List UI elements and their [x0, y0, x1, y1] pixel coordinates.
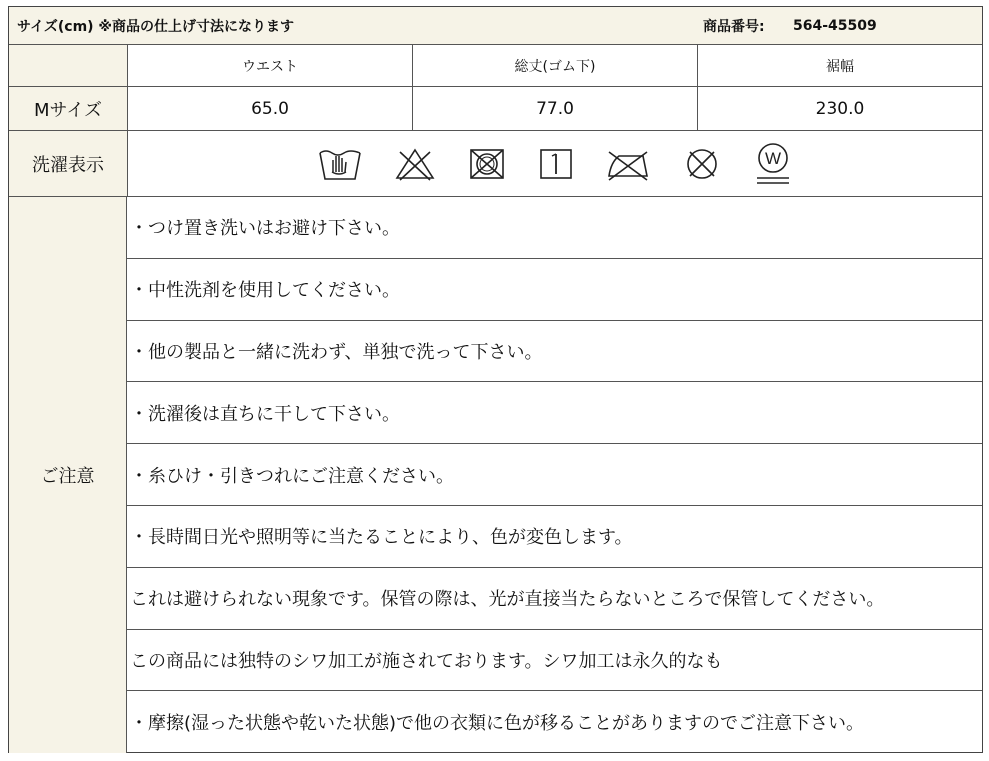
length-value: 77.0	[412, 87, 697, 130]
note-item: ・つけ置き洗いはお避け下さい。	[127, 197, 982, 259]
wet-clean-icon	[753, 141, 793, 187]
hand-wash-icon	[317, 145, 363, 183]
col-header-length: 総丈(ゴム下)	[412, 45, 697, 86]
notes-list	[127, 197, 982, 753]
note-item: この商品には独特のシワ加工が施されております。シワ加工は永久的なも	[127, 630, 982, 692]
notes-label: ご注意	[9, 197, 127, 753]
hang-dry-icon	[538, 146, 574, 182]
waist-value: 65.0	[127, 87, 412, 130]
note-item: ・長時間日光や照明等に当たることにより、色が変色します。	[127, 506, 982, 568]
no-dry-clean-icon	[682, 145, 722, 183]
care-icons-cell	[127, 131, 982, 196]
note-item: これは避けられない現象です。保管の際は、光が直接当たらないところで保管してください。	[127, 568, 982, 630]
note-item: ・他の製品と一緒に洗わず、単独で洗って下さい。	[127, 321, 982, 383]
size-column-headers	[9, 45, 982, 87]
size-title: サイズ(cm) ※商品の仕上げ寸法になります	[17, 19, 295, 35]
sheet-header	[9, 7, 982, 45]
note-item: ・洗濯後は直ちに干して下さい。	[127, 382, 982, 444]
size-care-sheet	[8, 6, 983, 753]
corner-cell	[9, 45, 127, 86]
hem-width-value: 230.0	[697, 87, 982, 130]
no-bleach-icon	[394, 146, 436, 182]
product-number: 564-45509	[793, 18, 877, 34]
note-item: ・糸ひけ・引きつれにご注意ください。	[127, 444, 982, 506]
wet-clean-letter: W	[764, 148, 782, 168]
no-tumble-dry-icon	[467, 146, 507, 182]
col-header-hem-width: 裾幅	[697, 45, 982, 86]
care-label: 洗濯表示	[9, 131, 127, 196]
no-iron-icon	[605, 146, 651, 182]
note-item: ・摩擦(湿った状態や乾いた状態)で他の衣類に色が移ることがありますのでご注意下さい。	[130, 713, 865, 735]
col-header-waist: ウエスト	[127, 45, 412, 86]
size-row-m	[9, 87, 982, 131]
product-number-label: 商品番号:	[703, 19, 765, 35]
size-label: Mサイズ	[9, 87, 127, 130]
note-item: ・中性洗剤を使用してください。	[127, 259, 982, 321]
care-row	[9, 131, 982, 197]
